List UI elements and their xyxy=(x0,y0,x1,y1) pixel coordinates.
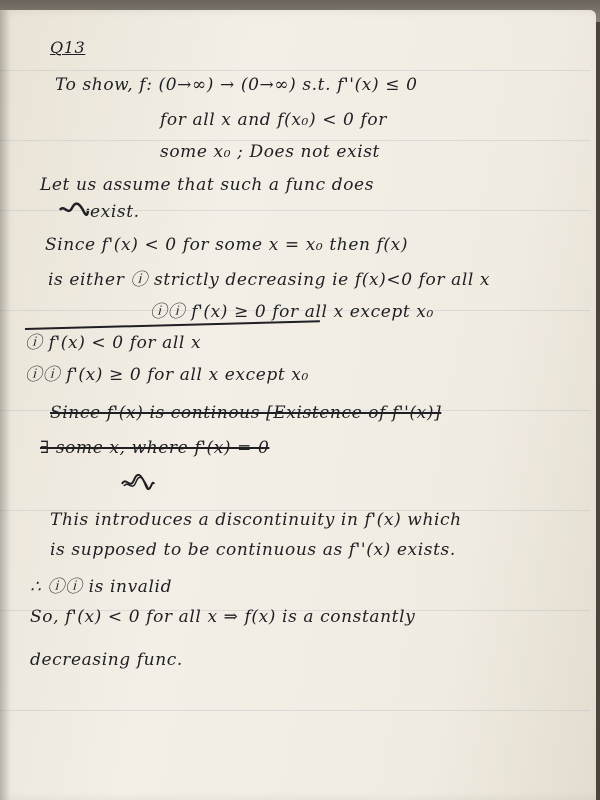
text-line-10: ⓘⓘ f'(x) ≥ 0 for all x except x₀ xyxy=(25,365,309,385)
text-line-5: exist. xyxy=(90,202,140,222)
text-line-8: ⓘⓘ f'(x) ≥ 0 for all x except x₀ xyxy=(150,302,434,322)
scribble-mark xyxy=(118,472,158,494)
text-line-3: some x₀ ; Does not exist xyxy=(160,142,380,162)
ruled-line xyxy=(0,140,590,141)
ruled-line xyxy=(0,70,590,71)
text-line-16: So, f'(x) < 0 for all x ⇒ f(x) is a constantly xyxy=(30,607,416,627)
notebook-page xyxy=(0,10,596,800)
text-line-15: ∴ ⓘⓘ is invalid xyxy=(30,577,173,597)
page-spine-shadow xyxy=(0,10,10,800)
question-heading: Q13 xyxy=(50,38,86,57)
text-line-7: is either ⓘ strictly decreasing ie f(x)<0 for all x xyxy=(48,270,491,290)
text-line-12: ∃ some x, where f'(x) = 0 xyxy=(40,438,270,458)
ruled-line xyxy=(0,710,590,711)
text-line-17: decreasing func. xyxy=(30,650,183,670)
text-line-13: This introduces a discontinuity in f'(x) which xyxy=(50,510,462,530)
text-line-14: is supposed to be continuous as f''(x) exists. xyxy=(50,540,456,560)
text-line-1: To show, f: (0→∞) → (0→∞) s.t. f''(x) ≤ 0 xyxy=(55,75,418,95)
text-line-6: Since f'(x) < 0 for some x = x₀ then f(x) xyxy=(45,235,409,255)
text-line-11: Since f'(x) is continous [Existence of f''(x)] xyxy=(50,403,442,423)
text-line-4: Let us assume that such a func does xyxy=(40,175,375,195)
struck-line: ⓘ f'(x) < 0 for all x xyxy=(25,333,202,353)
text-line-2: for all x and f(x₀) < 0 for xyxy=(160,110,387,130)
scribble-mark xyxy=(58,202,90,218)
